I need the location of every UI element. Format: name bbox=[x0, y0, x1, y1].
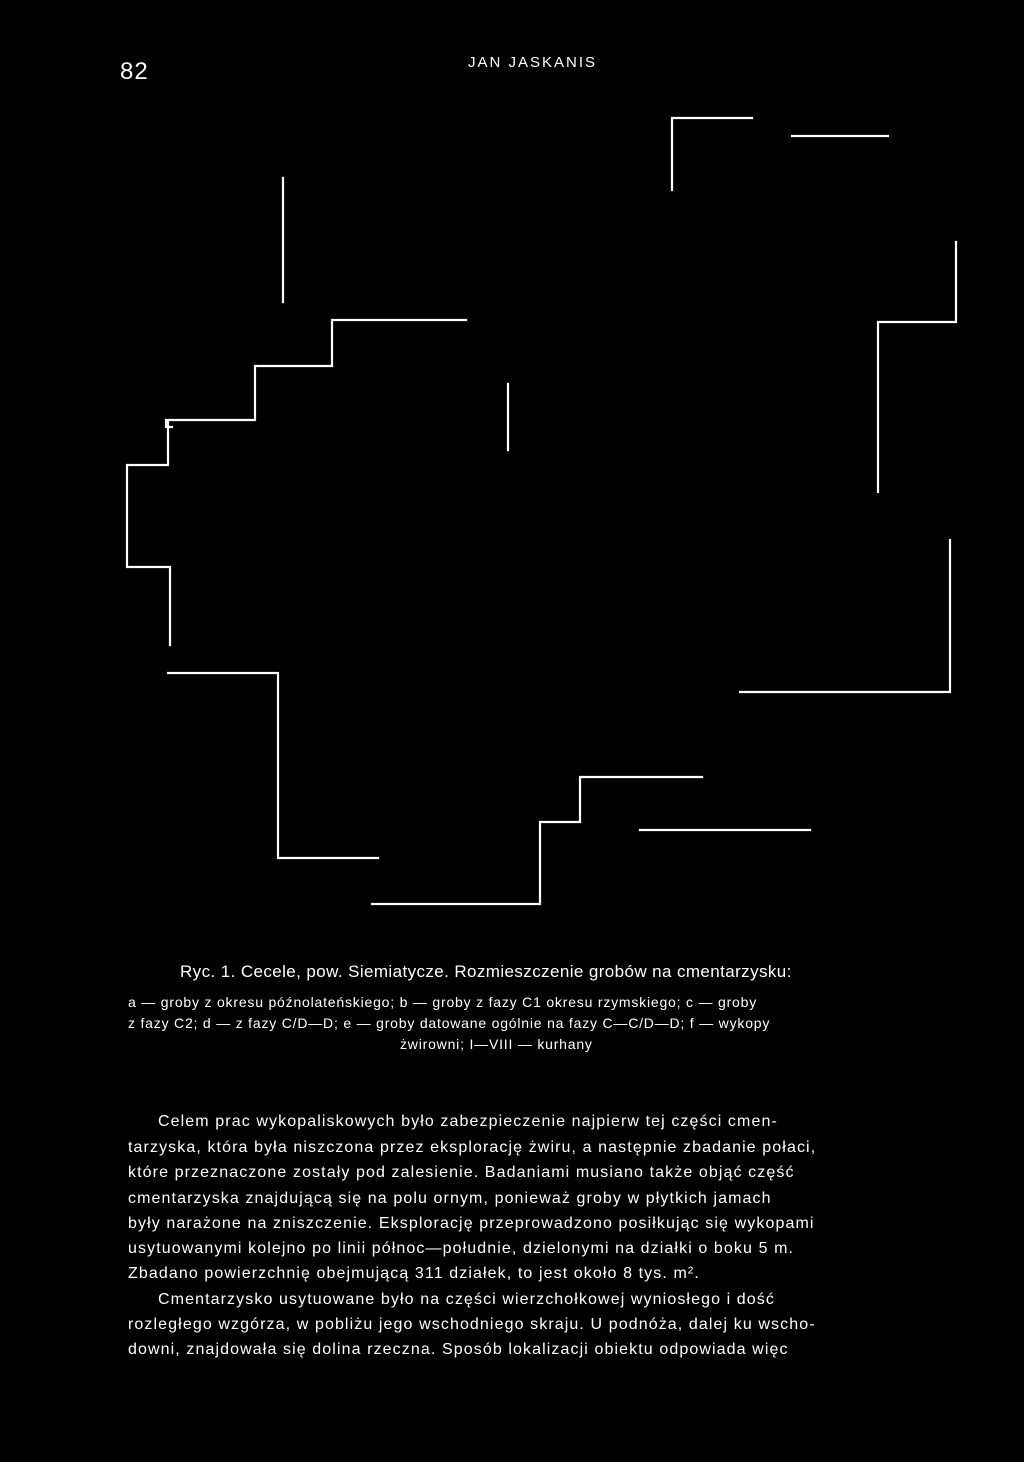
running-head: JAN JASKANIS bbox=[468, 54, 598, 71]
body-text-line: które przeznaczone zostały pod zalesienie. Badaniami musiano także objąć część bbox=[128, 1164, 795, 1181]
plan-outline-right-lower-step bbox=[740, 540, 950, 692]
body-text-line: tarzyska, która była niszczona przez eksplorację żwiru, a następnie zbadanie połaci, bbox=[128, 1139, 817, 1156]
plan-outline-top-left-corner bbox=[672, 118, 752, 190]
figure-legend-line: żwirowni; I—VIII — kurhany bbox=[400, 1036, 593, 1052]
body-text-line: downi, znajdowała się dolina rzeczna. Sposób lokalizacji obiektu odpowiada więc bbox=[128, 1341, 789, 1358]
plan-outline-bottom-staircase bbox=[372, 777, 702, 904]
page-number: 82 bbox=[120, 58, 149, 85]
body-text-line: były narażone na zniszczenie. Eksplorację przeprowadzono posiłkując się wykopami bbox=[128, 1215, 815, 1232]
body-text-line: Zbadano powierzchnię obejmującą 311 działek, to jest około 8 tys. m². bbox=[128, 1265, 700, 1282]
body-text-line: usytuowanymi kolejno po linii północ—południe, dzielonymi na działki o boku 5 m. bbox=[128, 1240, 795, 1257]
body-text-line: Cmentarzysko usytuowane było na części wierzchołkowej wyniosłego i dość bbox=[158, 1291, 776, 1308]
body-text-line: Celem prac wykopaliskowych było zabezpieczenie najpierw tej części cmen- bbox=[158, 1113, 778, 1130]
figure-legend-line: z fazy C2; d — z fazy C/D—D; e — groby datowane ogólnie na fazy C—C/D—D; f — wykopy bbox=[128, 1015, 771, 1031]
plan-outline-left-lower-bracket bbox=[168, 673, 378, 858]
body-text-line: rozległego wzgórza, w pobliżu jego wschodniego skraju. U podnóża, dalej ku wscho- bbox=[128, 1316, 816, 1333]
body-text-line: cmentarzyska znajdującą się na polu ornym, ponieważ groby w płytkich jamach bbox=[128, 1190, 772, 1207]
plan-outline-right-upper-step bbox=[878, 242, 956, 492]
figure-legend-line: a — groby z okresu późnolateńskiego; b — groby z fazy C1 okresu rzymskiego; c — groby bbox=[128, 994, 758, 1010]
figure-caption-title: Ryc. 1. Cecele, pow. Siemiatycze. Rozmieszczenie grobów na cmentarzysku: bbox=[180, 962, 792, 981]
plan-outline-left-upper-staircase bbox=[127, 320, 466, 645]
